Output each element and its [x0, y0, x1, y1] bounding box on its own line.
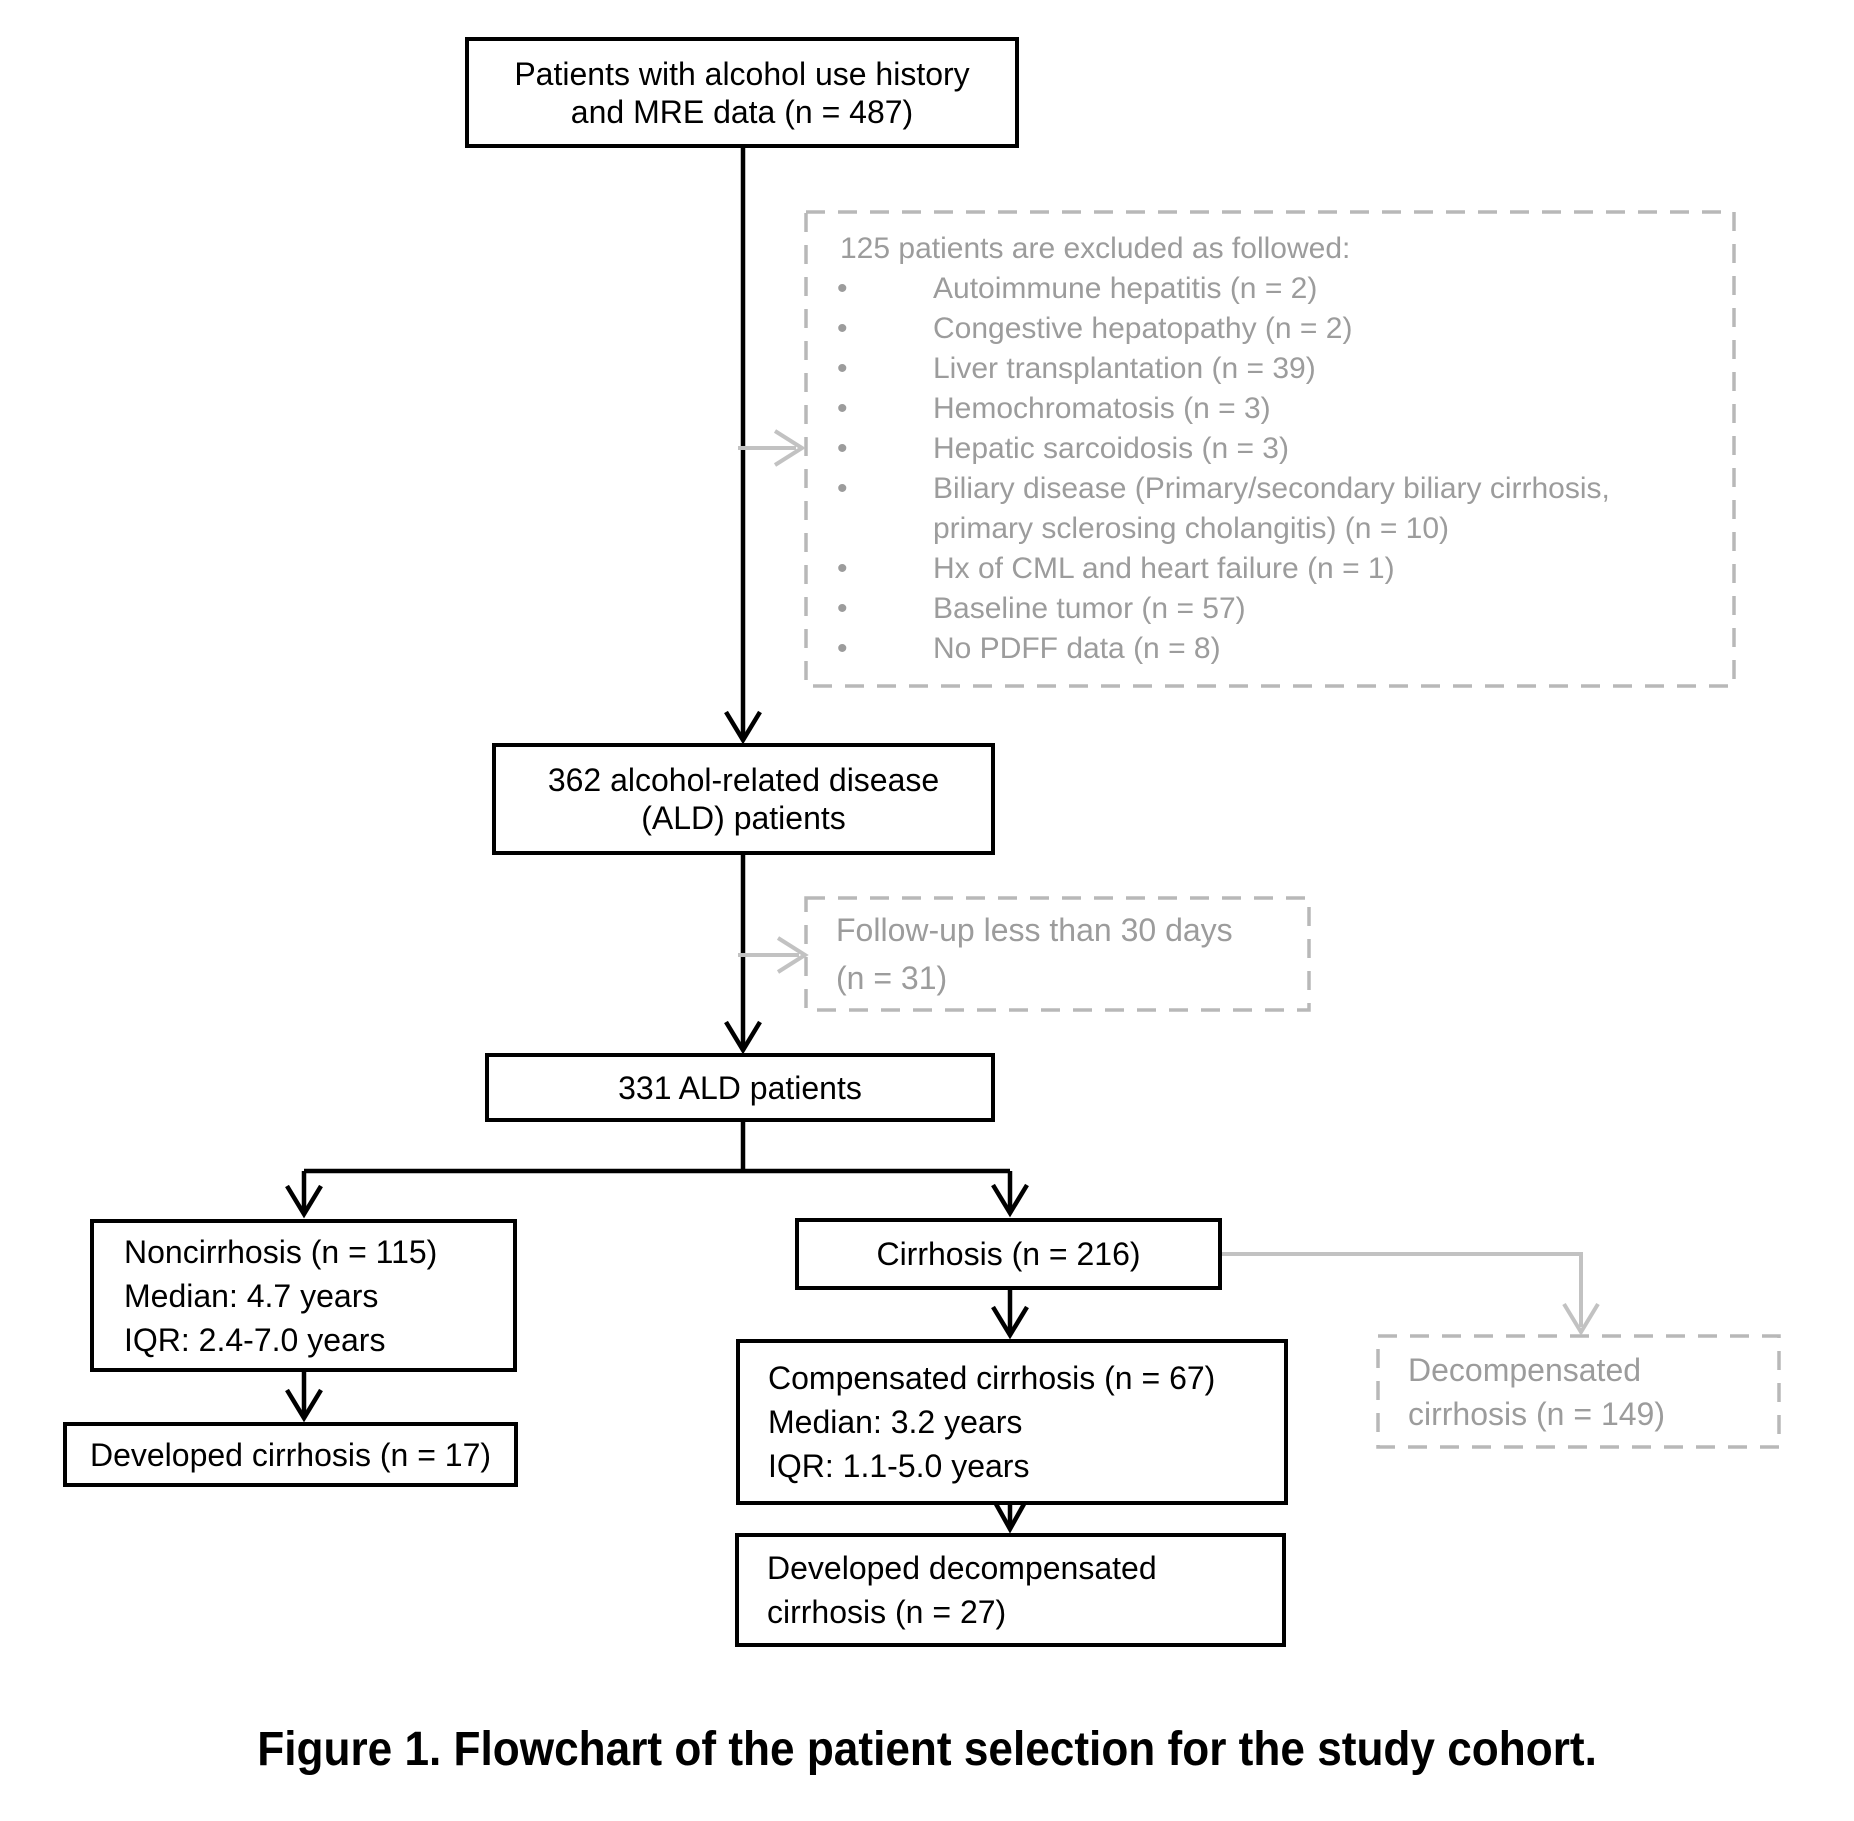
arrowhead-right-icon [775, 431, 802, 465]
exclusion-header: 125 patients are excluded as followed: [840, 232, 1351, 265]
bullet-icon: • [837, 432, 848, 465]
exclusion-list-item [806, 309, 1734, 349]
node-ald-362-patients [492, 743, 995, 855]
arrowhead-down-icon [726, 1022, 760, 1050]
connector-ald331-branch [304, 1122, 1010, 1212]
arrowhead-down-icon [1564, 1304, 1598, 1332]
node-text-line: (ALD) patients [641, 800, 846, 836]
exclusion-list-item [806, 269, 1734, 309]
arrowhead-down-icon [993, 1185, 1027, 1213]
arrowhead-down-icon [993, 1307, 1027, 1335]
node-text-line: Developed decompensated [767, 1550, 1157, 1586]
arrowhead-down-icon [726, 712, 760, 740]
node-text-line: Patients with alcohol use history [514, 55, 970, 92]
exclusion-item-text: Autoimmune hepatitis (n = 2) [933, 272, 1318, 305]
arrowhead-right-icon [778, 938, 805, 972]
bullet-icon: • [837, 632, 848, 665]
node-text-line: Median: 3.2 years [768, 1404, 1023, 1440]
node-text-line: cirrhosis (n = 149) [1408, 1395, 1665, 1432]
node-ald-331-patients [485, 1053, 995, 1122]
node-developed-decompensated-cirrhosis [735, 1533, 1286, 1647]
exclusion-list-item [806, 629, 1734, 669]
node-decompensated-cirrhosis-excluded [1378, 1336, 1779, 1447]
node-text-line: Developed cirrhosis (n = 17) [89, 1436, 492, 1473]
bullet-icon: • [837, 552, 848, 585]
node-text-line: Compensated cirrhosis (n = 67) [768, 1360, 1216, 1396]
node-text-line: IQR: 1.1-5.0 years [768, 1448, 1030, 1484]
node-text-line: (n = 31) [836, 960, 948, 996]
bullet-icon: • [837, 312, 848, 345]
exclusion-list-item [806, 549, 1734, 589]
bullet-icon: • [837, 592, 848, 625]
exclusion-item-text: No PDFF data (n = 8) [933, 632, 1221, 665]
node-followup-exclusion [806, 898, 1309, 1010]
node-noncirrhosis [90, 1219, 517, 1372]
bullet-icon: • [837, 272, 848, 305]
exclusion-list-item [806, 429, 1734, 469]
bullet-icon: • [837, 472, 848, 505]
node-text-line: cirrhosis (n = 27) [767, 1594, 1007, 1630]
bullet-icon: • [837, 352, 848, 385]
exclusion-item-text: Liver transplantation (n = 39) [933, 352, 1316, 385]
exclusion-item-text: Hepatic sarcoidosis (n = 3) [933, 432, 1289, 465]
exclusion-item-text: Hemochromatosis (n = 3) [933, 392, 1271, 425]
exclusion-item-text: Baseline tumor (n = 57) [933, 592, 1246, 625]
figure-caption [0, 1718, 1854, 1782]
bullet-icon: • [837, 392, 848, 425]
exclusion-list [806, 269, 1734, 669]
exclusion-item-text: Congestive hepatopathy (n = 2) [933, 312, 1353, 345]
exclusion-item-text: Hx of CML and heart failure (n = 1) [933, 552, 1395, 585]
node-cirrhosis [795, 1218, 1222, 1290]
arrowhead-down-icon [996, 1504, 1024, 1529]
node-text-line: and MRE data (n = 487) [570, 93, 914, 130]
exclusion-item-text: Biliary disease (Primary/secondary biliary cirrhosis, primary sclerosing cholangitis) (n = 10) [933, 472, 1610, 545]
node-text-line: IQR: 2.4-7.0 years [124, 1321, 386, 1358]
node-text-line: Decompensated [1408, 1351, 1642, 1388]
node-compensated-cirrhosis [736, 1339, 1288, 1505]
node-developed-cirrhosis [63, 1422, 518, 1487]
node-text-line: Cirrhosis (n = 216) [876, 1236, 1141, 1272]
exclusion-list-item [806, 349, 1734, 389]
figure-caption-text: Figure 1. Flowchart of the patient selection for the study cohort. [257, 1723, 1597, 1776]
arrowhead-down-icon [287, 1390, 321, 1418]
node-text-line: Follow-up less than 30 days [836, 912, 1233, 948]
node-text-line: Noncirrhosis (n = 115) [124, 1233, 438, 1270]
connector-cirrhosis-to-decompensated [1222, 1254, 1581, 1327]
exclusion-list-item [806, 589, 1734, 629]
arrowhead-down-icon [287, 1186, 321, 1214]
exclusion-list-item [806, 469, 1734, 549]
node-text-line: 331 ALD patients [618, 1069, 862, 1106]
node-exclusion-list [806, 212, 1734, 686]
node-patients-with-alcohol-history [465, 37, 1019, 148]
node-text-line: 362 alcohol-related disease [547, 762, 940, 798]
node-text-line: Median: 4.7 years [124, 1277, 379, 1314]
exclusion-list-item [806, 389, 1734, 429]
